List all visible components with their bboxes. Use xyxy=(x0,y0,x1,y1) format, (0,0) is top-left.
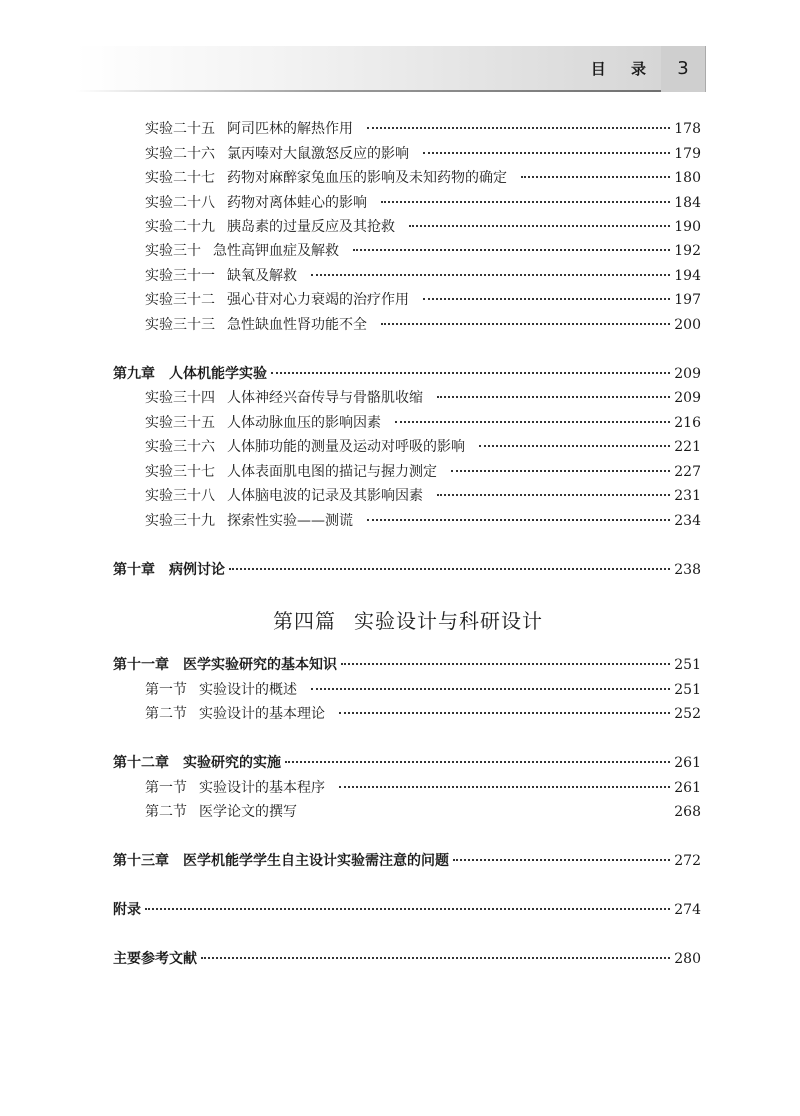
toc-chapter[interactable] xyxy=(113,850,701,872)
toc-entry[interactable] xyxy=(145,387,701,409)
running-header-title: 目 录 xyxy=(590,60,656,78)
toc-entry[interactable] xyxy=(145,118,701,140)
dot-leader xyxy=(341,663,670,665)
entry-page: 194 xyxy=(674,268,701,284)
toc-entry[interactable] xyxy=(145,216,701,238)
entry-label: 实验三十五 xyxy=(145,415,215,431)
entry-title: 人体表面肌电图的描记与握力测定 xyxy=(227,464,437,480)
part-title: 实验设计与科研设计 xyxy=(354,609,543,633)
dot-leader xyxy=(479,445,670,447)
dot-leader xyxy=(145,908,670,910)
entry-page: 252 xyxy=(674,706,701,722)
entry-page: 231 xyxy=(674,488,701,504)
chapter-title: 医学实验研究的基本知识 xyxy=(183,657,337,673)
toc-entry[interactable] xyxy=(145,412,701,434)
entry-title: 药物对麻醉家兔血压的影响及未知药物的确定 xyxy=(227,170,507,186)
appendix-page: 274 xyxy=(674,902,701,918)
dot-leader xyxy=(409,225,670,227)
entry-page: 180 xyxy=(674,170,701,186)
entry-page: 209 xyxy=(674,390,701,406)
dot-leader xyxy=(423,298,670,300)
dot-leader xyxy=(339,786,670,788)
entry-label: 实验三十二 xyxy=(145,292,215,308)
entry-title: 急性高钾血症及解救 xyxy=(213,243,339,259)
part-label: 第四篇 xyxy=(273,609,336,633)
entry-label: 实验三十 xyxy=(145,243,201,259)
toc-chapter[interactable] xyxy=(113,363,701,385)
toc-entry[interactable] xyxy=(145,461,701,483)
entry-page: 192 xyxy=(674,243,701,259)
dot-leader xyxy=(201,957,670,959)
entry-label: 实验二十九 xyxy=(145,219,215,235)
entry-title: 急性缺血性肾功能不全 xyxy=(227,317,367,333)
entry-page: 197 xyxy=(674,292,701,308)
chapter-label: 第十二章 xyxy=(113,755,169,771)
toc-entry[interactable] xyxy=(145,314,701,336)
entry-label: 实验三十八 xyxy=(145,488,215,504)
entry-page: 234 xyxy=(674,513,701,529)
toc-entry[interactable] xyxy=(145,510,701,532)
dot-leader xyxy=(381,201,670,203)
toc-entry[interactable] xyxy=(145,801,701,823)
entry-label: 实验三十四 xyxy=(145,390,215,406)
entry-label: 第二节 xyxy=(145,706,187,722)
dot-leader xyxy=(367,519,670,521)
toc-chapter[interactable] xyxy=(113,654,701,676)
toc-entry[interactable] xyxy=(145,436,701,458)
dot-leader xyxy=(451,470,670,472)
chapter-title: 病例讨论 xyxy=(169,562,225,578)
chapter-page: 261 xyxy=(674,755,701,771)
chapter-label: 第十一章 xyxy=(113,657,169,673)
dot-leader xyxy=(453,859,670,861)
chapter-label: 第十三章 xyxy=(113,853,169,869)
chapter-page: 209 xyxy=(674,366,701,382)
toc-entry[interactable] xyxy=(145,240,701,262)
entry-title: 阿司匹林的解热作用 xyxy=(227,121,353,137)
toc-entry[interactable] xyxy=(145,265,701,287)
toc-entry[interactable] xyxy=(145,679,701,701)
dot-leader xyxy=(353,249,670,251)
entry-title: 药物对离体蛙心的影响 xyxy=(227,195,367,211)
entry-label: 第一节 xyxy=(145,682,187,698)
entry-title: 人体肺功能的测量及运动对呼吸的影响 xyxy=(227,439,465,455)
dot-leader xyxy=(423,152,670,154)
entry-title: 探索性实验——测谎 xyxy=(227,513,353,529)
entry-page: 227 xyxy=(674,464,701,480)
toc-chapter[interactable] xyxy=(113,559,701,581)
entry-title: 医学论文的撰写 xyxy=(199,804,297,820)
entry-page: 216 xyxy=(674,415,701,431)
entry-title: 实验设计的概述 xyxy=(199,682,297,698)
entry-title: 人体动脉血压的影响因素 xyxy=(227,415,381,431)
toc-entry[interactable] xyxy=(145,777,701,799)
entry-label: 实验二十七 xyxy=(145,170,215,186)
chapter-label: 第九章 xyxy=(113,366,155,382)
toc-chapter[interactable] xyxy=(113,752,701,774)
entry-page: 178 xyxy=(674,121,701,137)
dot-leader xyxy=(339,712,670,714)
entry-label: 实验三十一 xyxy=(145,268,215,284)
references-title: 主要参考文献 xyxy=(113,951,197,967)
chapter-page: 251 xyxy=(674,657,701,673)
dot-leader xyxy=(311,274,670,276)
entry-label: 实验二十八 xyxy=(145,195,215,211)
entry-label: 实验二十五 xyxy=(145,121,215,137)
entry-title: 缺氧及解救 xyxy=(227,268,297,284)
chapter-title: 人体机能学实验 xyxy=(169,366,267,382)
toc-references[interactable] xyxy=(113,948,701,970)
entry-label: 实验二十六 xyxy=(145,146,215,162)
toc-entry[interactable] xyxy=(145,143,701,165)
dot-leader xyxy=(381,323,670,325)
entry-label: 第一节 xyxy=(145,780,187,796)
chapter-label: 第十章 xyxy=(113,562,155,578)
entry-title: 实验设计的基本理论 xyxy=(199,706,325,722)
dot-leader xyxy=(395,421,670,423)
entry-page: 184 xyxy=(674,195,701,211)
entry-label: 实验三十三 xyxy=(145,317,215,333)
dot-leader xyxy=(437,494,670,496)
part-heading xyxy=(0,606,800,636)
entry-title: 人体神经兴奋传导与骨骼肌收缩 xyxy=(227,390,423,406)
entry-title: 实验设计的基本程序 xyxy=(199,780,325,796)
toc-appendix[interactable] xyxy=(113,899,701,921)
dot-leader xyxy=(367,127,670,129)
dot-leader xyxy=(271,372,670,374)
entry-label: 实验三十七 xyxy=(145,464,215,480)
toc-entry[interactable] xyxy=(145,485,701,507)
entry-page: 179 xyxy=(674,146,701,162)
references-page: 280 xyxy=(674,951,701,967)
entry-label: 第二节 xyxy=(145,804,187,820)
appendix-title: 附录 xyxy=(113,902,141,918)
dot-leader xyxy=(437,396,670,398)
entry-title: 胰岛素的过量反应及其抢救 xyxy=(227,219,395,235)
entry-label: 实验三十六 xyxy=(145,439,215,455)
dot-leader xyxy=(311,688,670,690)
entry-page: 200 xyxy=(674,317,701,333)
toc-entry[interactable] xyxy=(145,192,701,214)
entry-label: 实验三十九 xyxy=(145,513,215,529)
chapter-title: 实验研究的实施 xyxy=(183,755,281,771)
entry-title: 人体脑电波的记录及其影响因素 xyxy=(227,488,423,504)
entry-title: 强心苷对心力衰竭的治疗作用 xyxy=(227,292,409,308)
toc-entry[interactable] xyxy=(145,703,701,725)
dot-leader xyxy=(229,568,670,570)
entry-page: 251 xyxy=(674,682,701,698)
entry-page: 261 xyxy=(674,780,701,796)
chapter-title: 医学机能学学生自主设计实验需注意的问题 xyxy=(183,853,449,869)
entry-page: 221 xyxy=(674,439,701,455)
entry-page: 268 xyxy=(674,804,701,820)
dot-leader xyxy=(285,761,670,763)
dot-leader xyxy=(521,176,670,178)
chapter-page: 272 xyxy=(674,853,701,869)
toc-entry[interactable] xyxy=(145,167,701,189)
toc-entry[interactable] xyxy=(145,289,701,311)
page-number: 3 xyxy=(677,58,689,79)
entry-page: 190 xyxy=(674,219,701,235)
header-rule xyxy=(75,90,705,92)
entry-title: 氯丙嗪对大鼠激怒反应的影响 xyxy=(227,146,409,162)
chapter-page: 238 xyxy=(674,562,701,578)
